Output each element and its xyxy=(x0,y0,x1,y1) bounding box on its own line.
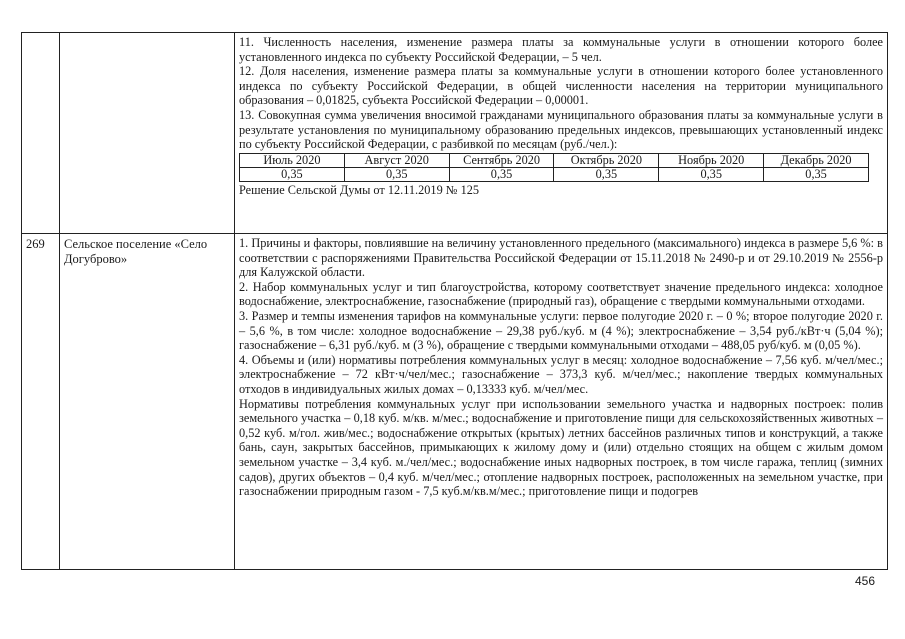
month-header: Июль 2020 xyxy=(240,153,345,167)
item-3: 3. Размер и темпы изменения тарифов на коммунальные услуги: первое полугодие 2020 г. – 0 %; второе полугодие 2020 г. – 5,6 %, в том числе: холодное водоснабжение – 29,38 руб./куб. м (4 %); электроснабжение – 3,54 руб./кВт·ч (5,04 %); газоснабжение – 6,31 руб./куб. м (3 %), обращение с твердыми коммунальными отходами – 488,05 руб/куб. м (0,05 %). xyxy=(239,308,883,353)
item-4: 4. Объемы и (или) нормативы потребления коммунальных услуг в месяц: холодное водоснабжение – 7,56 куб. м/чел/мес.; электроснабжение – 72 кВт·ч/чел/мес.; газоснабжение – 373,3 куб. м/чел/мес.; накопление твердых коммунальных отходов в индивидуальных жилых домах – 0,13333 куб. м/чел/мес. xyxy=(239,352,883,396)
decision-reference: Решение Сельской Думы от 12.11.2019 № 125 xyxy=(239,182,480,197)
table-row xyxy=(22,33,888,234)
row-number: 269 xyxy=(26,237,45,251)
month-value: 0,35 xyxy=(449,167,554,181)
row-number xyxy=(22,33,59,39)
months-header-row xyxy=(240,153,869,167)
month-value: 0,35 xyxy=(240,167,345,181)
month-value: 0,35 xyxy=(554,167,659,181)
item-2: 2. Набор коммунальных услуг и тип благоустройства, которому соответствует значение предельного индекса: холодное водоснабжение, электроснабжение, газоснабжение (природный газ), обращение с твердыми коммунальными отходами. xyxy=(239,279,883,309)
month-value: 0,35 xyxy=(764,167,869,181)
month-value: 0,35 xyxy=(344,167,449,181)
row-number-cell xyxy=(22,234,60,570)
table-row xyxy=(22,234,888,570)
row-number-cell xyxy=(22,33,60,234)
month-header: Сентябрь 2020 xyxy=(449,153,554,167)
page-number: 456 xyxy=(855,574,876,588)
details-text xyxy=(235,234,887,569)
details-cell xyxy=(235,234,888,570)
months-values-row xyxy=(240,167,869,181)
item-13: 13. Совокупная сумма увеличения вносимой гражданами муниципального образования платы за коммунальные услуги в результате установления по муниципальному образованию предельных индексов, превышающих установленный индекс по субъекту Российской Федерации, с разбивкой по месяцам (руб./чел.): xyxy=(239,107,883,152)
tariff-table xyxy=(21,32,888,570)
item-11: 11. Численность населения, изменение размера платы за коммунальные услуги в отношении которого более установленного индекса по субъекту Российской Федерации, – 5 чел. xyxy=(239,35,883,64)
municipality-cell xyxy=(60,234,235,570)
month-header: Август 2020 xyxy=(344,153,449,167)
month-header: Декабрь 2020 xyxy=(764,153,869,167)
monthly-increase-table xyxy=(239,153,869,182)
month-header: Ноябрь 2020 xyxy=(659,153,764,167)
municipality-cell xyxy=(60,33,235,234)
item-12: 12. Доля населения, изменение размера платы за коммунальные услуги в отношении которого более установленного индекса по субъекту Российской Федерации, в общей численности населения на территории муниципального образования – 0,01825, субъекта Российской Федерации – 0,00001. xyxy=(239,64,883,108)
details-cell xyxy=(235,33,888,234)
item-1: 1. Причины и факторы, повлиявшие на величину установленного предельного (максимального) индекса в размере 5,6 %: в соответствии с распоряжениями Правительства Российской Федерации от 15.11.2018 № 2490-р и от 29.10.2019 № 2556-р для Калужской области. xyxy=(239,236,883,280)
month-header: Октябрь 2020 xyxy=(554,153,659,167)
municipality-name xyxy=(60,33,234,39)
consumption-norms: Нормативы потребления коммунальных услуг при использовании земельного участка и надворных построек: полив земельного участка – 0,18 куб. м/кв. м/мес.; водоснабжение и приготовление пищи для сельскохозяйственных животных – 0,52 куб. м/гол. жив/мес.; водоснабжение открытых (крытых) летних бассейнов различных типов и конструкций, а также бань, саун, закрытых бассейнов, примыкающих к жилому дому и (или) отдельно стоящих на общем с жилым домом земельном участке – 3,4 куб. м./чел/мес.; водоснабжение иных надворных построек, в том числе гаража, теплиц (зимних садов), других объектов – 0,4 куб. м/чел/мес.; отопление надворных построек, расположенных на земельном участке, при газоснабжении природным газом - 7,5 куб.м/кв.м/мес.; приготовление пищи и подогрев xyxy=(239,396,883,499)
municipality-name: Сельское поселение «Село Догуброво» xyxy=(64,237,208,266)
details-text xyxy=(235,33,887,197)
month-value: 0,35 xyxy=(659,167,764,181)
